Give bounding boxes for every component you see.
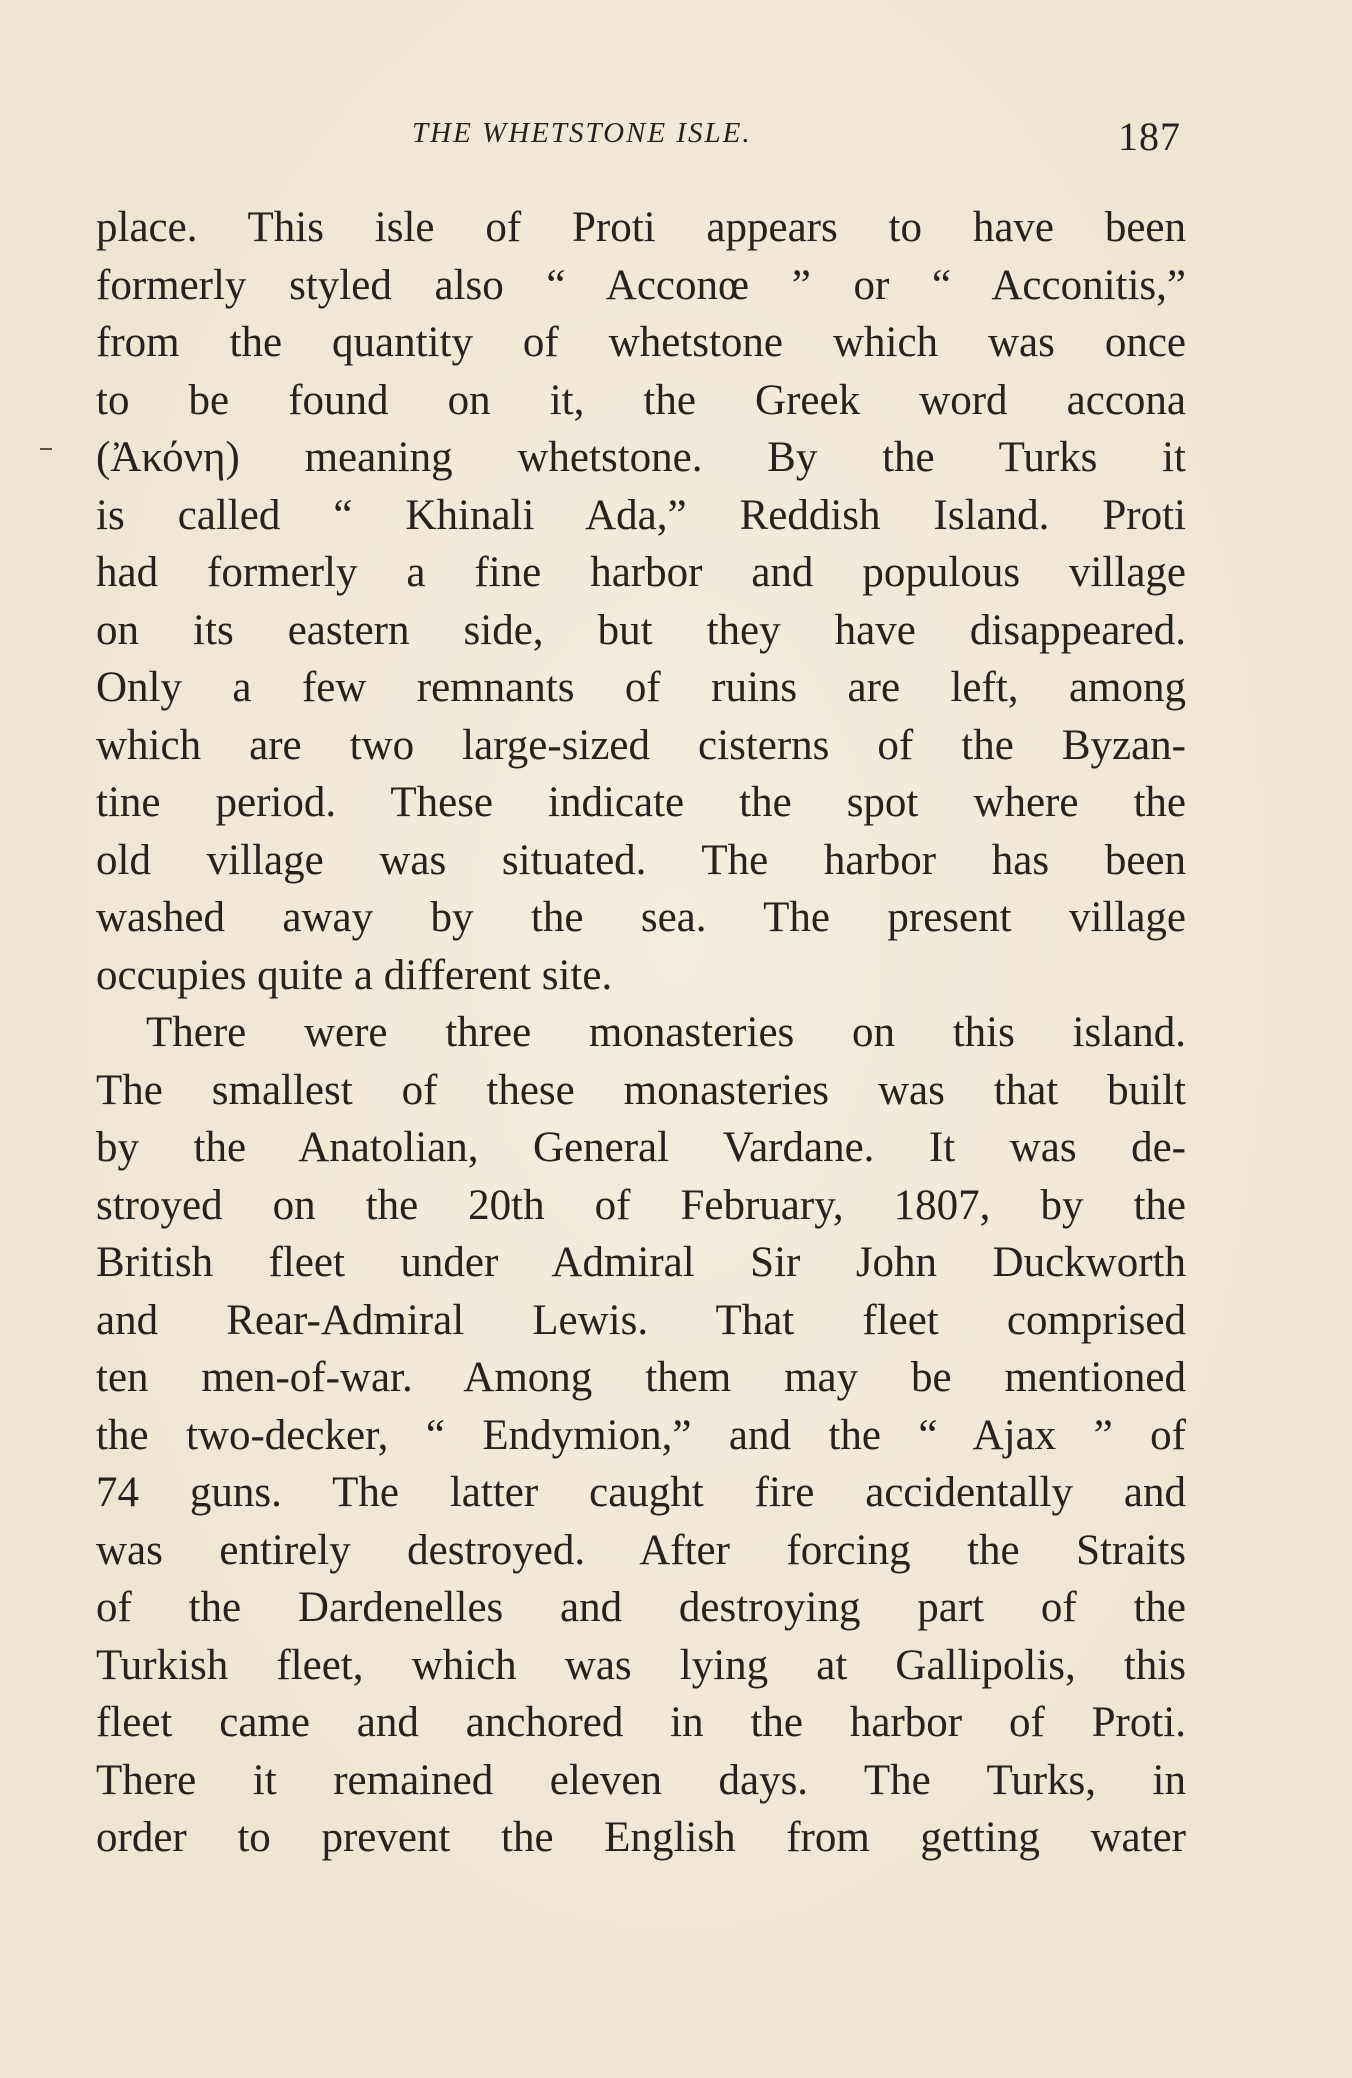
text-line: tine period. These indicate the spot where the — [96, 779, 1186, 826]
text-line: and Rear-Admiral Lewis. That fleet comprised — [96, 1296, 1186, 1344]
text-line: washed away by the sea. The present village — [96, 894, 1186, 941]
text-line: which are two large-sized cisterns of the Byzan- — [96, 721, 1186, 769]
text-line: ten men-of-war. Among them may be mentioned — [96, 1354, 1186, 1401]
text-line: Only a few remnants of ruins are left, among — [96, 664, 1186, 711]
text-line: old village was situated. The harbor has been — [96, 836, 1186, 884]
running-title: THE WHETSTONE ISLE. — [412, 117, 752, 149]
text-line: 74 guns. The latter caught fire accidentally and — [96, 1469, 1186, 1516]
text-line: is called “ Khinali Ada,” Reddish Island. Proti — [96, 491, 1186, 539]
body-text — [96, 199, 1186, 1867]
text-line: British fleet under Admiral Sir John Duckworth — [96, 1239, 1186, 1286]
text-line: occupies quite a different site. — [96, 951, 613, 999]
margin-mark — [40, 448, 52, 450]
text-line: There it remained eleven days. The Turks, in — [96, 1756, 1186, 1804]
text-line: on its eastern side, but they have disappeared. — [96, 606, 1186, 654]
text-line: stroyed on the 20th of February, 1807, by the — [96, 1181, 1186, 1229]
text-line: the two-decker, “ Endymion,” and the “ Ajax ” of — [96, 1411, 1186, 1459]
page-number: 187 — [1118, 114, 1181, 159]
text-line: Turkish fleet, which was lying at Gallipolis, this — [96, 1641, 1186, 1689]
text-line: (Ἀκόνη) meaning whetstone. By the Turks it — [96, 434, 1186, 481]
text-line: from the quantity of whetstone which was once — [96, 319, 1186, 366]
text-line: was entirely destroyed. After forcing the Straits — [96, 1526, 1186, 1574]
text-line: order to prevent the English from getting water — [96, 1814, 1186, 1861]
text-line: had formerly a fine harbor and populous village — [96, 549, 1186, 596]
text-line: formerly styled also “ Acconœ ” or “ Acconitis,” — [96, 261, 1186, 309]
text-line: The smallest of these monasteries was that built — [96, 1066, 1186, 1114]
text-line: fleet came and anchored in the harbor of Proti. — [96, 1699, 1186, 1746]
running-head — [0, 108, 1352, 158]
text-line: There were three monasteries on this island. — [146, 1009, 1186, 1056]
text-line: to be found on it, the Greek word accona — [96, 376, 1186, 424]
text-line: of the Dardenelles and destroying part of the — [96, 1584, 1186, 1631]
text-line: by the Anatolian, General Vardane. It was de- — [96, 1124, 1186, 1171]
text-line: place. This isle of Proti appears to have been — [96, 204, 1186, 251]
